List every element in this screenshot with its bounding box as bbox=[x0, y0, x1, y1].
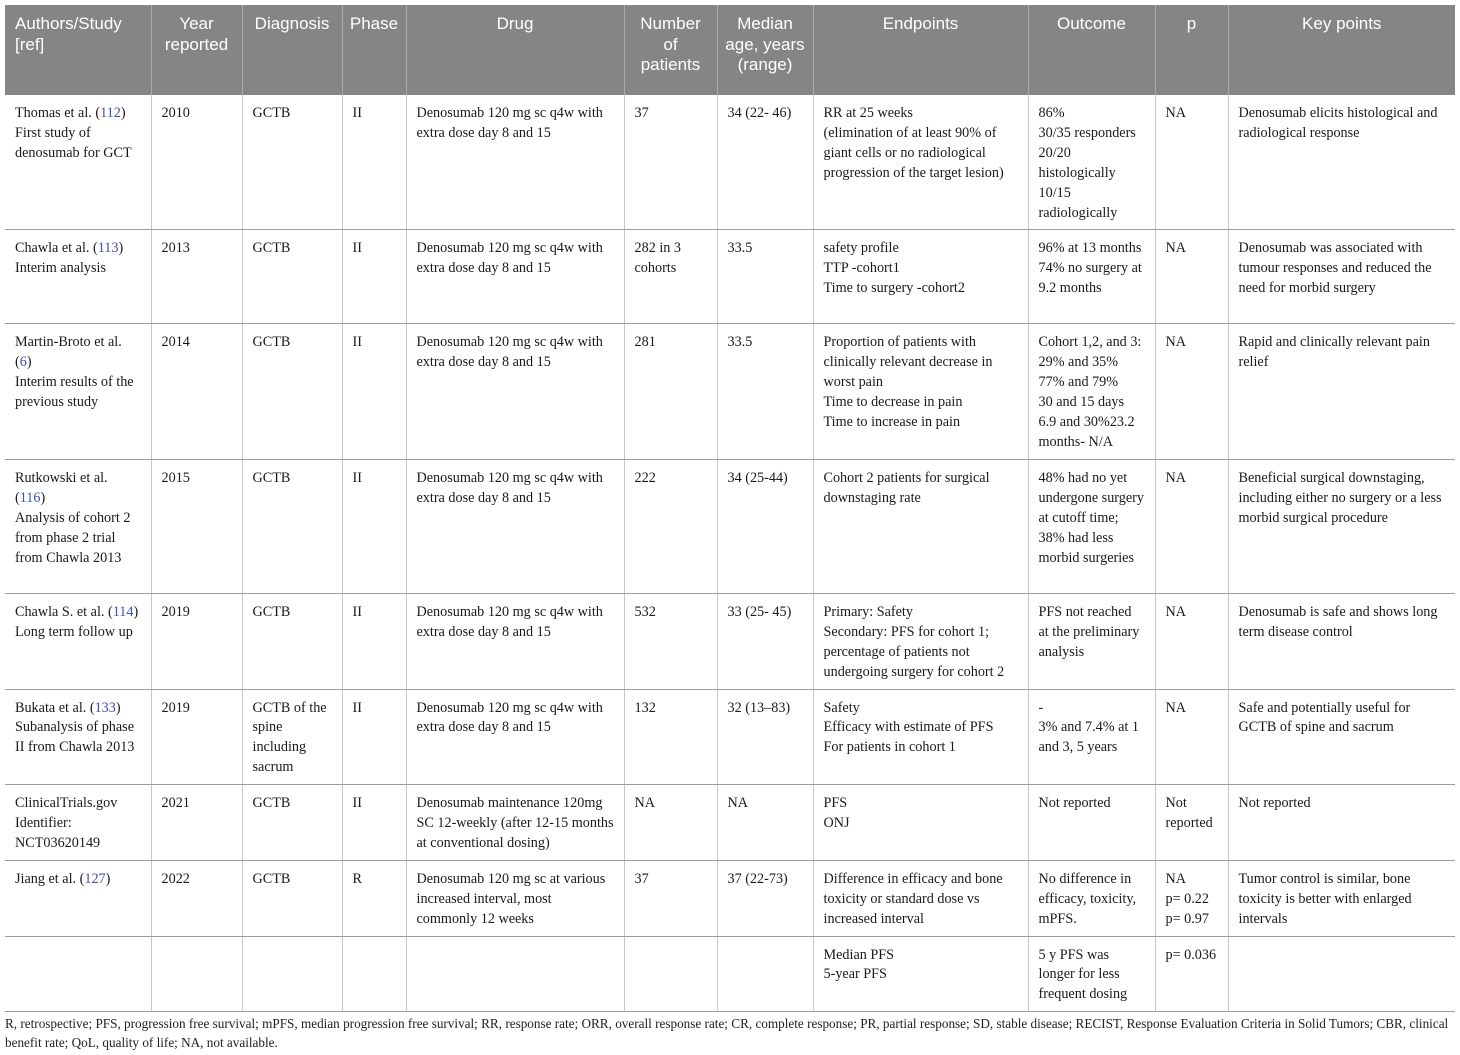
cell-key-points: Rapid and clinically relevant pain relief bbox=[1228, 324, 1455, 459]
cell-key-points: Not reported bbox=[1228, 785, 1455, 861]
cell-year: 2022 bbox=[151, 860, 242, 936]
cell-endpoints: Primary: Safety Secondary: PFS for cohort 1; percentage of patients not undergoing surgery for cohort 2 bbox=[813, 593, 1028, 689]
reference-link[interactable]: 114 bbox=[112, 603, 134, 620]
cell-year: 2010 bbox=[151, 95, 242, 230]
table-footnote: R, retrospective; PFS, progression free survival; mPFS, median progression free survival; RR, response rate; ORR, overall response rate; CR, complete response; PR, partial response; SD, stable disease; RECIST, Response Evaluation Criteria in Solid Tumors; CBR, clinical benefit rate; QoL, quality of life; NA, not available. bbox=[5, 1016, 1449, 1050]
table-row bbox=[5, 860, 1455, 936]
table-container bbox=[5, 5, 1455, 1012]
cell-year: 2014 bbox=[151, 324, 242, 459]
cell-outcome: Cohort 1,2, and 3: 29% and 35% 77% and 79% 30 and 15 days 6.9 and 30%23.2 months- N/A bbox=[1028, 324, 1155, 459]
header-key-points: Key points bbox=[1228, 5, 1455, 95]
cell-year: 2019 bbox=[151, 593, 242, 689]
cell-drug: Denosumab 120 mg sc q4w with extra dose day 8 and 15 bbox=[406, 689, 624, 785]
study-text-rest: ) Interim analysis bbox=[15, 240, 124, 277]
cell-patients: NA bbox=[624, 785, 717, 861]
table-row bbox=[5, 689, 1455, 785]
cell-drug: Denosumab 120 mg sc at various increased interval, most commonly 12 weeks bbox=[406, 860, 624, 936]
cell-endpoints: Safety Efficacy with estimate of PFS For patients in cohort 1 bbox=[813, 689, 1028, 785]
cell-patients: 281 bbox=[624, 324, 717, 459]
cell-year: 2019 bbox=[151, 689, 242, 785]
reference-link[interactable]: 112 bbox=[100, 105, 121, 121]
table-row bbox=[5, 785, 1455, 861]
cell-phase: II bbox=[342, 95, 406, 230]
cell-key-points: Denosumab was associated with tumour responses and reduced the need for morbid surgery bbox=[1228, 230, 1455, 324]
study-text-rest: ) Interim results of the previous study bbox=[15, 354, 134, 411]
cell-p: NA bbox=[1155, 95, 1228, 230]
study-text-rest: ) bbox=[105, 870, 111, 887]
header-phase: Phase bbox=[342, 5, 406, 95]
cell-p: NA bbox=[1155, 459, 1228, 593]
cell-drug: Denosumab 120 mg sc q4w with extra dose day 8 and 15 bbox=[406, 230, 624, 324]
cell-patients: 282 in 3 cohorts bbox=[624, 230, 717, 324]
cell-drug: Denosumab 120 mg sc q4w with extra dose day 8 and 15 bbox=[406, 324, 624, 459]
cell-age bbox=[717, 936, 813, 1012]
header-drug: Drug bbox=[406, 5, 624, 95]
cell-study bbox=[5, 860, 151, 936]
cell-study bbox=[5, 936, 151, 1012]
cell-diagnosis bbox=[242, 936, 342, 1012]
cell-diagnosis: GCTB of the spine including sacrum bbox=[242, 689, 342, 785]
header-endpoints: Endpoints bbox=[813, 5, 1028, 95]
reference-link[interactable]: 6 bbox=[19, 354, 27, 371]
cell-drug: Denosumab 120 mg sc q4w with extra dose day 8 and 15 bbox=[406, 459, 624, 593]
reference-link[interactable]: 116 bbox=[19, 489, 41, 506]
cell-outcome: 48% had no yet undergone surgery at cutoff time; 38% had less morbid surgeries bbox=[1028, 459, 1155, 593]
cell-outcome: 96% at 13 months 74% no surgery at 9.2 months bbox=[1028, 230, 1155, 324]
cell-diagnosis: GCTB bbox=[242, 459, 342, 593]
cell-diagnosis: GCTB bbox=[242, 324, 342, 459]
cell-outcome: Not reported bbox=[1028, 785, 1155, 861]
cell-year: 2013 bbox=[151, 230, 242, 324]
cell-age: NA bbox=[717, 785, 813, 861]
cell-study bbox=[5, 230, 151, 324]
cell-phase: II bbox=[342, 459, 406, 593]
cell-p: p= 0.036 bbox=[1155, 936, 1228, 1012]
header-diagnosis: Diagnosis bbox=[242, 5, 342, 95]
header-p: p bbox=[1155, 5, 1228, 95]
cell-p: NA bbox=[1155, 324, 1228, 459]
cell-endpoints: PFS ONJ bbox=[813, 785, 1028, 861]
cell-drug bbox=[406, 936, 624, 1012]
cell-outcome: 86% 30/35 responders 20/20 histologically 10/15 radiologically bbox=[1028, 95, 1155, 230]
cell-phase: II bbox=[342, 689, 406, 785]
cell-key-points: Safe and potentially useful for GCTB of spine and sacrum bbox=[1228, 689, 1455, 785]
reference-link[interactable]: 127 bbox=[84, 870, 106, 887]
cell-age: 34 (22- 46) bbox=[717, 95, 813, 230]
study-text-rest: ) Long term follow up bbox=[15, 603, 139, 640]
study-text: Jiang et al. ( bbox=[15, 870, 85, 887]
cell-patients: 222 bbox=[624, 459, 717, 593]
cell-phase bbox=[342, 936, 406, 1012]
cell-age: 32 (13–83) bbox=[717, 689, 813, 785]
cell-year bbox=[151, 936, 242, 1012]
cell-p: NA p= 0.22 p= 0.97 bbox=[1155, 860, 1228, 936]
study-text: Chawla et al. ( bbox=[15, 240, 98, 257]
cell-study bbox=[5, 459, 151, 593]
studies-table bbox=[5, 5, 1455, 1012]
cell-key-points: Tumor control is similar, bone toxicity is better with enlarged intervals bbox=[1228, 860, 1455, 936]
cell-diagnosis: GCTB bbox=[242, 860, 342, 936]
cell-outcome: PFS not reached at the preliminary analysis bbox=[1028, 593, 1155, 689]
header-row bbox=[5, 5, 1455, 95]
cell-endpoints: Proportion of patients with clinically relevant decrease in worst pain Time to decrease in pain Time to increase in pain bbox=[813, 324, 1028, 459]
cell-key-points: Denosumab elicits histological and radiological response bbox=[1228, 95, 1455, 230]
cell-outcome: - 3% and 7.4% at 1 and 3, 5 years bbox=[1028, 689, 1155, 785]
cell-study bbox=[5, 324, 151, 459]
study-text: Rutkowski et al. ( bbox=[15, 469, 108, 506]
study-text: Martin-Broto et al. ( bbox=[15, 334, 122, 371]
header-outcome: Outcome bbox=[1028, 5, 1155, 95]
table-row bbox=[5, 324, 1455, 459]
cell-phase: II bbox=[342, 785, 406, 861]
cell-age: 34 (25-44) bbox=[717, 459, 813, 593]
cell-diagnosis: GCTB bbox=[242, 95, 342, 230]
cell-p: Not reported bbox=[1155, 785, 1228, 861]
cell-year: 2015 bbox=[151, 459, 242, 593]
cell-study bbox=[5, 95, 151, 230]
study-text-rest: ) First study of denosumab for GCT bbox=[15, 105, 132, 161]
cell-phase: R bbox=[342, 860, 406, 936]
cell-age: 37 (22-73) bbox=[717, 860, 813, 936]
table-row bbox=[5, 230, 1455, 324]
reference-link[interactable]: 113 bbox=[97, 240, 119, 257]
reference-link[interactable]: 133 bbox=[94, 699, 116, 716]
cell-endpoints: Median PFS 5-year PFS bbox=[813, 936, 1028, 1012]
cell-drug: Denosumab maintenance 120mg SC 12-weekly (after 12-15 months at conventional dosing) bbox=[406, 785, 624, 861]
cell-drug: Denosumab 120 mg sc q4w with extra dose day 8 and 15 bbox=[406, 593, 624, 689]
cell-age: 33.5 bbox=[717, 324, 813, 459]
cell-study bbox=[5, 593, 151, 689]
table-row bbox=[5, 593, 1455, 689]
cell-p: NA bbox=[1155, 230, 1228, 324]
cell-endpoints: RR at 25 weeks (elimination of at least 90% of giant cells or no radiological progression of the target lesion) bbox=[813, 95, 1028, 230]
cell-p: NA bbox=[1155, 689, 1228, 785]
cell-phase: II bbox=[342, 230, 406, 324]
header-patients: Number of patients bbox=[624, 5, 717, 95]
table-row bbox=[5, 459, 1455, 593]
cell-study bbox=[5, 689, 151, 785]
cell-study bbox=[5, 785, 151, 861]
cell-phase: II bbox=[342, 593, 406, 689]
cell-endpoints: Difference in efficacy and bone toxicity or standard dose vs increased interval bbox=[813, 860, 1028, 936]
cell-year: 2021 bbox=[151, 785, 242, 861]
cell-patients: 532 bbox=[624, 593, 717, 689]
cell-diagnosis: GCTB bbox=[242, 785, 342, 861]
table-row bbox=[5, 936, 1455, 1012]
cell-outcome: 5 y PFS was longer for less frequent dosing bbox=[1028, 936, 1155, 1012]
header-year: Year reported bbox=[151, 5, 242, 95]
study-text-rest: ) Analysis of cohort 2 from phase 2 trial from Chawla 2013 bbox=[15, 489, 131, 566]
header-study: Authors/Study [ref] bbox=[5, 5, 151, 95]
study-text: ClinicalTrials.gov Identifier: NCT03620149 bbox=[15, 795, 118, 851]
cell-endpoints: Cohort 2 patients for surgical downstaging rate bbox=[813, 459, 1028, 593]
cell-drug: Denosumab 120 mg sc q4w with extra dose day 8 and 15 bbox=[406, 95, 624, 230]
cell-key-points bbox=[1228, 936, 1455, 1012]
cell-patients: 37 bbox=[624, 95, 717, 230]
cell-age: 33.5 bbox=[717, 230, 813, 324]
cell-key-points: Denosumab is safe and shows long term disease control bbox=[1228, 593, 1455, 689]
cell-phase: II bbox=[342, 324, 406, 459]
cell-diagnosis: GCTB bbox=[242, 230, 342, 324]
study-text: Chawla S. et al. ( bbox=[15, 603, 113, 620]
cell-patients bbox=[624, 936, 717, 1012]
table-row bbox=[5, 95, 1455, 230]
study-text: Bukata et al. ( bbox=[15, 699, 95, 716]
cell-patients: 132 bbox=[624, 689, 717, 785]
study-text-rest: ) Subanalysis of phase II from Chawla 2013 bbox=[15, 699, 135, 756]
cell-endpoints: safety profile TTP -cohort1 Time to surgery -cohort2 bbox=[813, 230, 1028, 324]
cell-p: NA bbox=[1155, 593, 1228, 689]
cell-patients: 37 bbox=[624, 860, 717, 936]
cell-age: 33 (25- 45) bbox=[717, 593, 813, 689]
cell-outcome: No difference in efficacy, toxicity, mPFS. bbox=[1028, 860, 1155, 936]
cell-key-points: Beneficial surgical downstaging, including either no surgery or a less morbid surgical procedure bbox=[1228, 459, 1455, 593]
table-body bbox=[5, 95, 1455, 1012]
cell-diagnosis: GCTB bbox=[242, 593, 342, 689]
study-text: Thomas et al. ( bbox=[15, 105, 101, 121]
header-age: Median age, years (range) bbox=[717, 5, 813, 95]
